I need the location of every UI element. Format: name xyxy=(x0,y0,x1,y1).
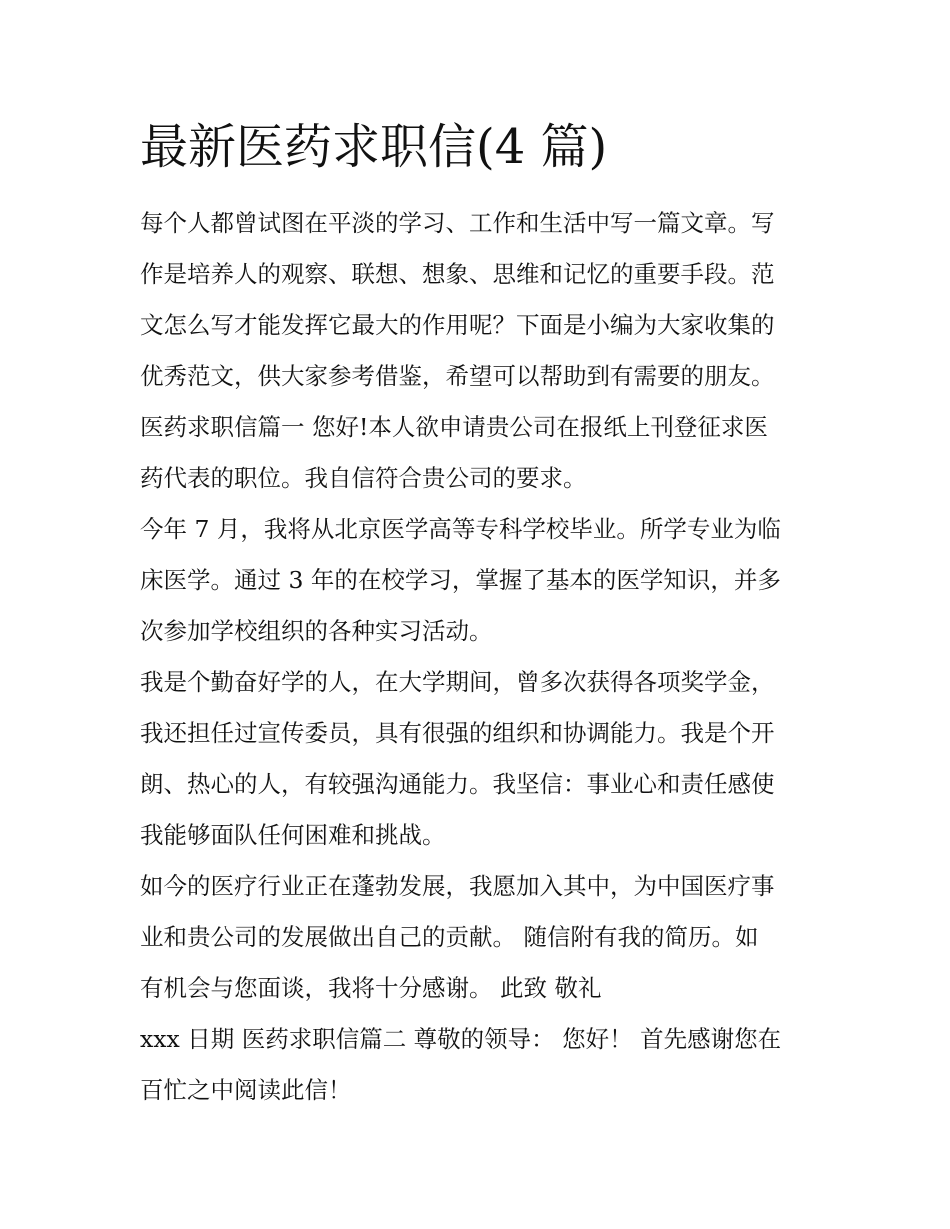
paragraph-education xyxy=(140,504,820,657)
text-line: 床医学。通过 3 年的在校学习，掌握了基本的医学知识，并多 xyxy=(140,566,781,594)
text-line: 百忙之中阅读此信！ xyxy=(140,1076,352,1104)
paragraph-personality xyxy=(140,657,820,861)
text-line: 我是个勤奋好学的人，在大学期间，曾多次获得各项奖学金， xyxy=(140,668,775,696)
text-line: 次参加学校组织的各种实习活动。 xyxy=(140,617,493,645)
text-line: 我能够面队任何困难和挑战。 xyxy=(140,821,446,849)
paragraph-intro xyxy=(140,198,820,402)
paragraph-closing xyxy=(140,861,820,1014)
text-line: 如今的医疗行业正在蓬勃发展，我愿加入其中，为中国医疗事 xyxy=(140,872,775,900)
text-line: 朗、热心的人，有较强沟通能力。我坚信：事业心和责任感使 xyxy=(140,770,775,798)
text-line: 医药求职信篇一 您好!本人欲申请贵公司在报纸上刊登征求医 xyxy=(140,413,768,441)
text-line: 每个人都曾试图在平淡的学习、工作和生活中写一篇文章。写 xyxy=(140,209,775,237)
text-line: 今年 7 月，我将从北京医学高等专科学校毕业。所学专业为临 xyxy=(140,515,781,543)
text-line: 业和贵公司的发展做出自己的贡献。 随信附有我的简历。如 xyxy=(140,923,759,951)
text-line: 优秀范文，供大家参考借鉴，希望可以帮助到有需要的朋友。 xyxy=(140,362,775,390)
text-line: xxx 日期 医药求职信篇二 尊敬的领导： 您好！ 首先感谢您在 xyxy=(140,1025,782,1053)
document-title: 最新医药求职信(4 篇) xyxy=(140,119,608,175)
document-body xyxy=(140,198,820,1116)
paragraph-letter-one-opening xyxy=(140,402,820,504)
text-line: 作是培养人的观察、联想、想象、思维和记忆的重要手段。范 xyxy=(140,260,775,288)
text-line: 文怎么写才能发挥它最大的作用呢？下面是小编为大家收集的 xyxy=(140,311,775,339)
paragraph-letter-two-opening xyxy=(140,1014,820,1116)
text-line: 药代表的职位。我自信符合贵公司的要求。 xyxy=(140,464,587,492)
text-line: 我还担任过宣传委员，具有很强的组织和协调能力。我是个开 xyxy=(140,719,775,747)
text-line: 有机会与您面谈，我将十分感谢。 此致 敬礼 xyxy=(140,974,602,1002)
